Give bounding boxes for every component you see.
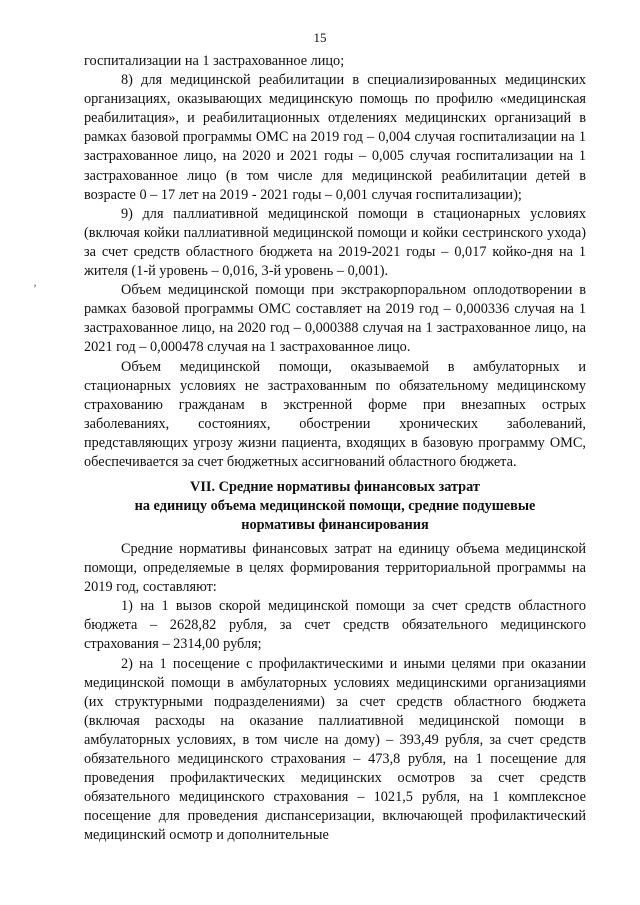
section-heading-line-3: нормативы финансирования <box>241 517 429 534</box>
paragraph-continuation: госпитализации на 1 застрахованное лицо; <box>84 53 345 69</box>
page-number: 15 <box>313 30 327 45</box>
paragraph-uninsured-care: Объем медицинской помощи, оказываемой в амбулаторных и стационарных условиях не застрахованным по обязательному медицинскому страхованию гражданам в экстренной форме при внезапных острых заболеваниях, состояниях, обострении хронических заболеваний, представляющих угрозу жизни пациента, входящих в базовую программу ОМС, обеспечивается за счет бюджетных ассигнований областного бюджета. <box>84 358 586 470</box>
section-heading <box>84 478 586 535</box>
body-text-bottom <box>84 540 586 846</box>
paragraph-item-8: 8) для медицинской реабилитации в специализированных медицинских организациях, оказывающих медицинскую помощь по профилю «медицинская реабилитация», и реабилитационных отделениях медицинских организаций в рамках базовой программы ОМС на 2019 год – 0,004 случая госпитализации на 1 застрахованное лицо, на 2020 и 2021 годы – 0,005 случая госпитализации на 1 застрахованное лицо (в том числе для медицинской реабилитации детей в возрасте 0 – 17 лет на 2019 - 2021 годы – 0,001 случая госпитализации); <box>84 72 586 203</box>
paragraph-eco-volume: Объем медицинской помощи при экстракорпоральном оплодотворении в рамках базовой программы ОМС составляет на 2019 год – 0,000336 случая на 1 застрахованное лицо, на 2020 год – 0,000388 случая на 1 застрахованное лицо, на 2021 год – 0,000478 случая на 1 застрахованное лицо. <box>84 282 586 356</box>
paragraph-item-2: 2) на 1 посещение с профилактическими и иными целями при оказании медицинской помощи в амбулаторных условиях медицинскими организациями (их структурными подразделениями) за счет средств областного бюджета (включая расходы на оказание паллиативной медицинской помощи в амбулаторных условиях, в том числе на дому) – 393,49 рубля, за счет средств обязательного медицинского страхования – 473,8 рубля, на 1 посещение для проведения профилактических медицинских осмотров за счет средств обязательного медицинского страхования – 1021,5 рубля, на 1 комплексное посещение для проведения диспансеризации, включающей профилактический медицинский осмотр и дополнительные <box>84 655 586 844</box>
paragraph-item-1: 1) на 1 вызов скорой медицинской помощи за счет средств областного бюджета – 2628,82 рубля, за счет средств обязательного медицинского страхования – 2314,00 рубля; <box>84 598 586 653</box>
paragraph-item-9: 9) для паллиативной медицинской помощи в стационарных условиях (включая койки паллиативной медицинской помощи и койки сестринского ухода) за счет средств областного бюджета на 2019-2021 годы – 0,017 койко-дня на 1 жителя (1-й уровень – 0,016, 3-й уровень – 0,001). <box>84 205 586 280</box>
body-text-top <box>84 52 586 472</box>
section-heading-line-1: VII. Средние нормативы финансовых затрат <box>190 479 480 495</box>
section-heading-line-2: на единицу объема медицинской помощи, средние подушевые <box>134 498 536 515</box>
paragraph-standards-intro: Средние нормативы финансовых затрат на единицу объема медицинской помощи, определяемые в целях формирования территориальной программы на 2019 год, составляют: <box>84 541 586 596</box>
margin-mark: ’ <box>33 281 37 295</box>
